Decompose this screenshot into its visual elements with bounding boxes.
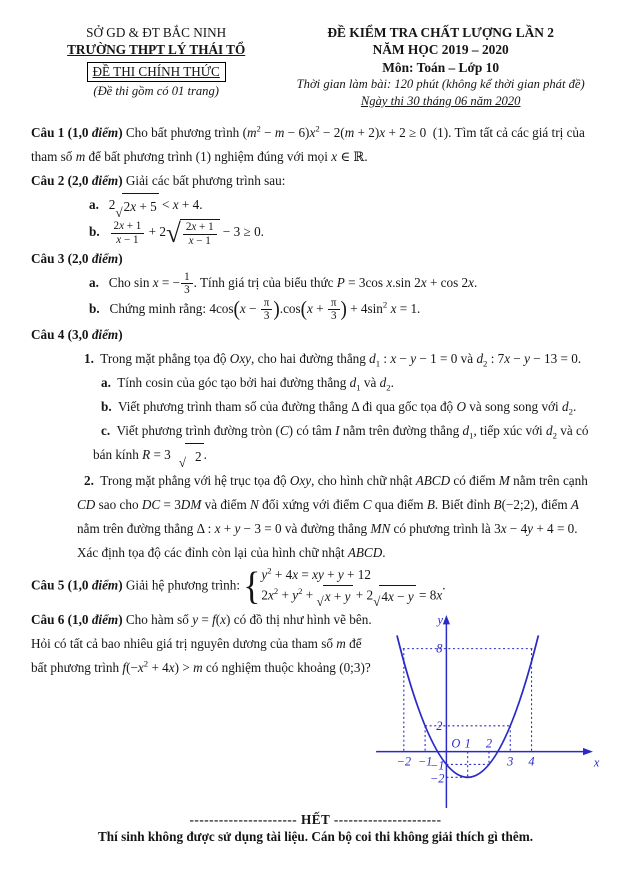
graph-labels (397, 613, 600, 785)
question-6: Câu 6 (1,0 điểm) Cho hàm số y = f(x) có đồ thị như hình vẽ bên. Hỏi có tất cả bao nhiêu giá trị nguyên dương của tham số m để bất phương trình $f(-x^2 + 4x) > m$ có nghiệm thuộc khoảng (0;3)? (31, 611, 372, 675)
question-4-1: 1. Trong mặt phẳng tọa độ Oxy, cho hai đường thẳng $d_1$ : x − y − 1 = 0 và $d_2$ : 7x − y − 13 = 0. (84, 350, 582, 369)
system-equation-1: $y^2 + 4x$ = xy + y + 12 (261, 565, 371, 582)
x-tick-minus1: −1 (417, 754, 433, 769)
y-tick-minus2: −2 (429, 771, 445, 786)
question-5-period: . (442, 577, 446, 593)
page-count-note: (Đề thi gồm có 01 trang) (93, 84, 219, 99)
duration-line: Thời gian làm bài: 120 phút (không kể thời gian phát đề) (296, 77, 585, 92)
origin-label: O (451, 736, 461, 751)
question-3a: a. Cho sin x = − $\frac{1}{3}$ . Tính giá trị của biểu thức P = 3cos x.sin 2x + cos 2x. (89, 271, 478, 297)
school-year: NĂM HỌC 2019 – 2020 (372, 42, 509, 58)
header-right (281, 24, 600, 109)
exam-title: ĐỀ KIỂM TRA CHẤT LƯỢNG LẦN 2 (327, 25, 555, 40)
question-2-intro: Câu 2 (2,0 điểm) Giải các bất phương trình sau: (31, 173, 286, 189)
y-tick-8: 8 (436, 641, 443, 656)
footer (31, 812, 600, 845)
question-5-system (243, 565, 442, 608)
question-3b: b. Chứng minh rằng: 4cos(x − $\frac{\pi}{3}$ ).cos(x + $\frac{\pi}{3}$ ) + $4\sin^2$ x = 1. (89, 296, 421, 323)
footer-note: Thí sinh không được sử dụng tài liệu. Cán bộ coi thi không giải thích gì thêm. (98, 828, 533, 844)
subject-line: Môn: Toán – Lớp 10 (382, 59, 500, 75)
question-3-label: Câu 3 (2,0 điểm) (31, 250, 123, 266)
question-2a: a. 2 √ 2x + 5 < x + 4. (31, 193, 600, 219)
x-tick-1: 1 (464, 736, 471, 751)
system-equation-2: $2x^2 + y^2$ + √ x + y + 2 √ 4x − y = 8x (261, 586, 443, 609)
question-4-2: 2. Trong mặt phẳng với hệ trục tọa độ Oxy, cho hình chữ nhật ABCD có điểm M nằm trên cạnh CD sao cho DC = 3DM và điểm N đối xứng với điểm C qua điểm B. Biết đỉnh B(−2;2), điểm A nằm trên đường thẳng Δ : x + y − 3 = 0 và đường thẳng MN có phương trình là 3x − 4y + 4 = 0. Xác định tọa độ các đỉnh còn lại của hình chữ nhật ABCD. (77, 472, 588, 560)
x-tick-2: 2 (485, 736, 493, 751)
question-6-row (31, 608, 600, 814)
department-name: SỞ GD & ĐT BẮC NINH (86, 25, 227, 40)
question-1: Câu 1 (1,0 điểm) Cho bất phương trình $(m^2 - m - 6)x^2 - 2(m + 2)x + 2 \ge 0$ (1). Tìm tất cả các giá trị của tham số m để bất phương trình (1) nghiệm đúng với mọi x ∈ ℝ. (31, 123, 585, 164)
axes (376, 622, 586, 808)
x-tick-4: 4 (528, 754, 535, 769)
question-4-1a: a. Tính cosin của góc tạo bởi hai đường thẳng $d_1$ và $d_2$. (101, 374, 394, 393)
question-4-1c: c. Viết phương trình đường tròn (C) có tâm I nằm trên đường thẳng $d_1$, tiếp xúc với $d_2$ và có bán kính R = 3 √ 2 . (93, 422, 589, 470)
question-5 (31, 565, 600, 608)
question-2b: b. $\frac{2x + 1}{x - 1}$ + 2 √ $\frac{2x + 1}{x - 1}$ − 3 ≥ 0. (89, 217, 264, 248)
x-axis-label: x (593, 755, 600, 770)
school-name: TRƯỜNG THPT LÝ THÁI TỔ (67, 42, 246, 58)
question-4-1b: b. Viết phương trình tham số của đường thẳng Δ đi qua gốc tọa độ O và song song với $d_2$. (101, 398, 577, 417)
y-tick-2: 2 (436, 718, 443, 733)
header (31, 24, 600, 109)
official-exam-badge: ĐỀ THI CHÍNH THỨC (87, 62, 226, 82)
x-tick-3: 3 (507, 754, 514, 769)
function-graph (372, 610, 600, 814)
axis-arrows (443, 615, 593, 755)
question-4-label: Câu 4 (3,0 điểm) (31, 326, 123, 342)
y-tick-minus1: −1 (429, 758, 445, 773)
header-left (31, 24, 281, 109)
y-axis-label: y (437, 612, 443, 627)
exam-date: Ngày thi 30 tháng 06 năm 2020 (360, 93, 521, 108)
x-axis-arrow-icon (583, 748, 593, 755)
exam-body (31, 121, 600, 814)
question-5-intro: Câu 5 (1,0 điểm) Giải hệ phương trình: (31, 577, 240, 593)
x-tick-minus2: −2 (396, 754, 412, 769)
system-brace: { (243, 564, 261, 609)
footer-end-line: ---------------------- HẾT ---------------------- (189, 811, 442, 827)
function-graph-svg (372, 610, 600, 810)
y-axis-arrow-icon (443, 615, 450, 624)
